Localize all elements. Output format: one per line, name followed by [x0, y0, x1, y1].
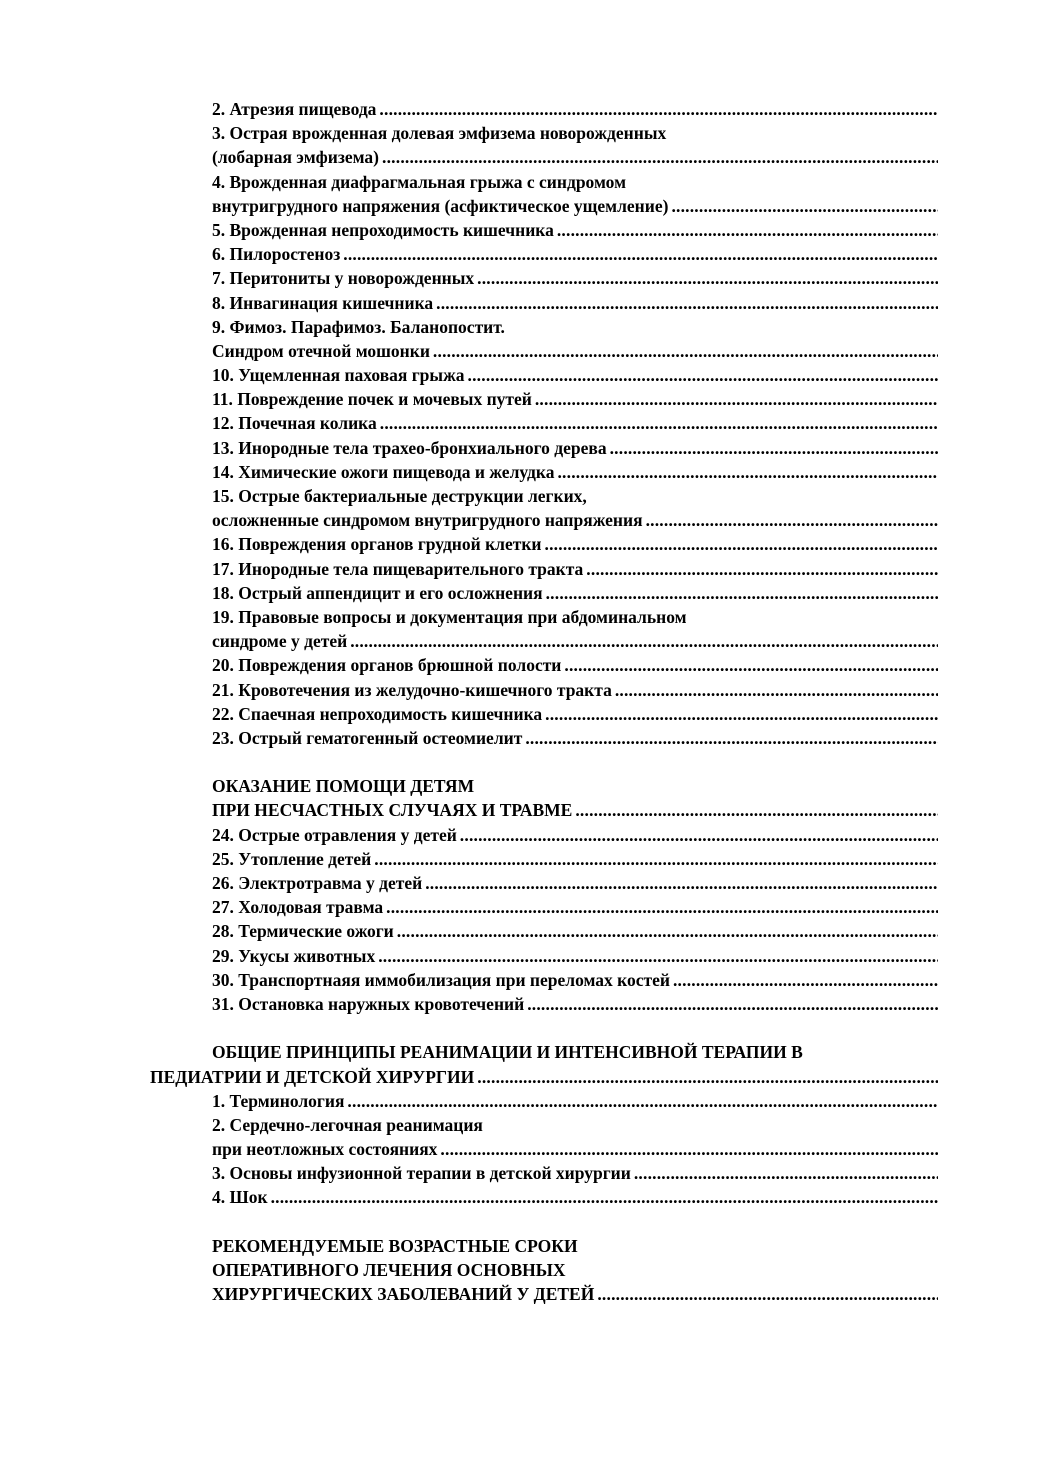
dot-leader — [422, 871, 938, 895]
toc-entry-text: 13. Инородные тела трахео-бронхиального дерева — [212, 437, 607, 458]
toc-entry — [212, 653, 938, 677]
toc-entry-text: 27. Холодовая травма — [212, 897, 384, 918]
dot-leader — [347, 629, 938, 653]
toc-entry — [212, 847, 938, 871]
toc-entry-text: 18. Острый аппендицит и его осложнения — [212, 582, 543, 603]
section-spacer — [0, 1016, 1039, 1040]
toc-entry-text: 11. Повреждение почек и мочевых путей — [212, 389, 532, 410]
dot-leader — [668, 194, 938, 218]
toc-entry-text: 3. Острая врожденная долевая эмфизема новорожденных — [212, 123, 667, 144]
toc-entry — [212, 315, 938, 339]
section-spacer — [0, 750, 1039, 774]
dot-leader — [554, 460, 938, 484]
dot-leader — [594, 1282, 938, 1306]
toc-entry-text: 2. Атрезия пищевода — [212, 99, 377, 119]
toc-heading-text: ОБЩИЕ ПРИНЦИПЫ РЕАНИМАЦИИ И ИНТЕНСИВНОЙ ТЕРАПИИ В — [212, 1042, 803, 1063]
toc-entry-text: при неотложных состояниях — [212, 1139, 438, 1160]
toc-section-heading — [212, 1040, 938, 1064]
dot-leader — [532, 387, 938, 411]
toc-heading-text: РЕКОМЕНДУЕМЫЕ ВОЗРАСТНЫЕ СРОКИ — [212, 1235, 578, 1256]
dot-leader — [457, 823, 938, 847]
table-of-contents — [0, 97, 1039, 1306]
toc-entry — [212, 895, 938, 919]
dot-leader — [522, 726, 938, 750]
toc-entry-text: 5. Врожденная непроходимость кишечника — [212, 219, 554, 240]
toc-entry-text: внутригрудного напряжения (асфиктическое ущемление) — [212, 195, 669, 216]
toc-entry — [212, 97, 938, 121]
dot-leader — [561, 653, 938, 677]
dot-leader — [631, 1161, 938, 1185]
toc-entry-text: 6. Пилоростеноз — [212, 244, 341, 265]
toc-entry — [212, 532, 938, 556]
toc-section-heading — [212, 1234, 938, 1258]
toc-heading-text: ОКАЗАНИЕ ПОМОЩИ ДЕТЯМ — [212, 776, 475, 797]
toc-entry-text: 26. Электротравма у детей — [212, 873, 423, 893]
toc-entry — [212, 242, 938, 266]
toc-entry — [212, 266, 938, 290]
toc-entry — [212, 1137, 938, 1161]
dot-leader — [375, 944, 938, 968]
toc-entry-text: 20. Повреждения органов брюшной полости — [212, 655, 562, 676]
toc-entry — [212, 581, 938, 605]
dot-leader — [474, 266, 938, 290]
toc-entry-text: 4. Врожденная диафрагмальная грыжа с синдромом — [212, 171, 626, 192]
toc-entry — [212, 121, 938, 145]
toc-entry-text: 1. Терминология — [212, 1090, 345, 1111]
toc-entry — [212, 823, 938, 847]
toc-entry — [212, 145, 938, 169]
toc-entry — [212, 557, 938, 581]
dot-leader — [430, 339, 938, 363]
toc-entry — [212, 678, 938, 702]
toc-entry-text: 9. Фимоз. Парафимоз. Баланопостит. — [212, 316, 505, 337]
toc-heading-text: ПЕДИАТРИИ И ДЕТСКОЙ ХИРУРГИИ — [150, 1066, 475, 1087]
toc-entry-text: 17. Инородные тела пищеварительного тракта — [212, 558, 584, 579]
toc-entry-text: (лобарная эмфизема) — [212, 147, 380, 168]
toc-entry-text: 19. Правовые вопросы и документация при абдоминальном — [212, 606, 687, 627]
toc-entry — [212, 968, 938, 992]
toc-entry — [212, 411, 938, 435]
toc-entry — [212, 484, 938, 508]
toc-entry-text: 16. Повреждения органов грудной клетки — [212, 534, 542, 555]
toc-entry-text: 4. Шок — [212, 1187, 268, 1208]
dot-leader — [542, 702, 938, 726]
dot-leader — [583, 557, 938, 581]
toc-entry — [212, 387, 938, 411]
toc-heading-text: ХИРУРГИЧЕСКИХ ЗАБОЛЕВАНИЙ У ДЕТЕЙ — [212, 1284, 595, 1305]
dot-leader — [383, 895, 938, 919]
toc-entry — [212, 339, 938, 363]
toc-entry — [212, 436, 938, 460]
toc-entry — [212, 460, 938, 484]
section-spacer — [0, 1210, 1039, 1234]
dot-leader — [394, 919, 938, 943]
toc-entry-text: 22. Спаечная непроходимость кишечника — [212, 703, 543, 724]
toc-heading-text: ПРИ НЕСЧАСТНЫХ СЛУЧАЯХ И ТРАВМЕ — [212, 800, 573, 821]
dot-leader — [433, 291, 938, 315]
toc-entry — [212, 194, 938, 218]
toc-entry-text: 29. Укусы животных — [212, 945, 376, 966]
toc-entry-text: 23. Острый гематогенный остеомиелит — [212, 727, 523, 748]
toc-entry-text: 31. Остановка наружных кровотечений — [212, 993, 525, 1014]
toc-entry — [212, 1185, 938, 1209]
dot-leader — [524, 992, 938, 1016]
toc-entry-text: Синдром отечной мошонки — [212, 340, 430, 361]
toc-entry-text: 7. Перитониты у новорожденных — [212, 268, 475, 289]
dot-leader — [543, 581, 938, 605]
toc-heading-text: ОПЕРАТИВНОГО ЛЕЧЕНИЯ ОСНОВНЫХ — [212, 1260, 566, 1280]
toc-entry — [212, 218, 938, 242]
dot-leader — [376, 97, 938, 121]
dot-leader — [437, 1137, 938, 1161]
dot-leader — [340, 242, 938, 266]
toc-entry-text: 24. Острые отравления у детей — [212, 824, 457, 845]
toc-entry — [212, 363, 938, 387]
dot-leader — [612, 678, 938, 702]
toc-entry — [212, 992, 938, 1016]
toc-entry — [212, 919, 938, 943]
toc-entry-text: 14. Химические ожоги пищевода и желудка — [212, 461, 555, 482]
dot-leader — [643, 508, 938, 532]
toc-entry — [212, 1113, 938, 1137]
dot-leader — [607, 436, 938, 460]
toc-entry-text: 2. Сердечно-легочная реанимация — [212, 1114, 483, 1135]
toc-section-heading — [212, 798, 938, 822]
toc-entry-text: 3. Основы инфузионной терапии в детской хирургии — [212, 1163, 631, 1184]
toc-entry-text: осложненные синдромом внутригрудного напряжения — [212, 510, 643, 531]
toc-entry — [212, 605, 938, 629]
toc-entry-text: 28. Термические ожоги — [212, 921, 394, 942]
toc-entry — [212, 629, 938, 653]
toc-entry — [212, 702, 938, 726]
toc-entry — [212, 1089, 938, 1113]
toc-entry — [212, 944, 938, 968]
toc-entry — [212, 508, 938, 532]
dot-leader — [465, 363, 938, 387]
toc-entry-text: 10. Ущемленная паховая грыжа — [212, 365, 465, 386]
toc-section-heading — [150, 1065, 938, 1089]
toc-section-heading — [212, 1258, 938, 1282]
toc-entry-text: 21. Кровотечения из желудочно-кишечного тракта — [212, 679, 612, 700]
dot-leader — [344, 1089, 938, 1113]
toc-entry-text: 15. Острые бактериальные деструкции легких, — [212, 486, 587, 506]
dot-leader — [268, 1185, 938, 1209]
toc-entry — [212, 726, 938, 750]
dot-leader — [542, 532, 938, 556]
dot-leader — [379, 145, 938, 169]
dot-leader — [554, 218, 938, 242]
dot-leader — [572, 798, 938, 822]
toc-entry-text: 8. Инвагинация кишечника — [212, 292, 434, 313]
toc-section-heading — [212, 1282, 938, 1306]
toc-entry-text: синдроме у детей — [212, 631, 348, 652]
toc-entry — [212, 170, 938, 194]
dot-leader — [371, 847, 938, 871]
toc-entry-text: 30. Транспортнаяя иммобилизация при переломах костей — [212, 969, 670, 990]
toc-entry — [212, 291, 938, 315]
dot-leader — [377, 411, 938, 435]
dot-leader — [670, 968, 938, 992]
dot-leader — [474, 1065, 938, 1089]
toc-entry-text: 25. Утопление детей — [212, 848, 372, 869]
toc-section-heading — [212, 774, 938, 798]
toc-entry — [212, 871, 938, 895]
toc-entry — [212, 1161, 938, 1185]
toc-entry-text: 12. Почечная колика — [212, 413, 377, 434]
